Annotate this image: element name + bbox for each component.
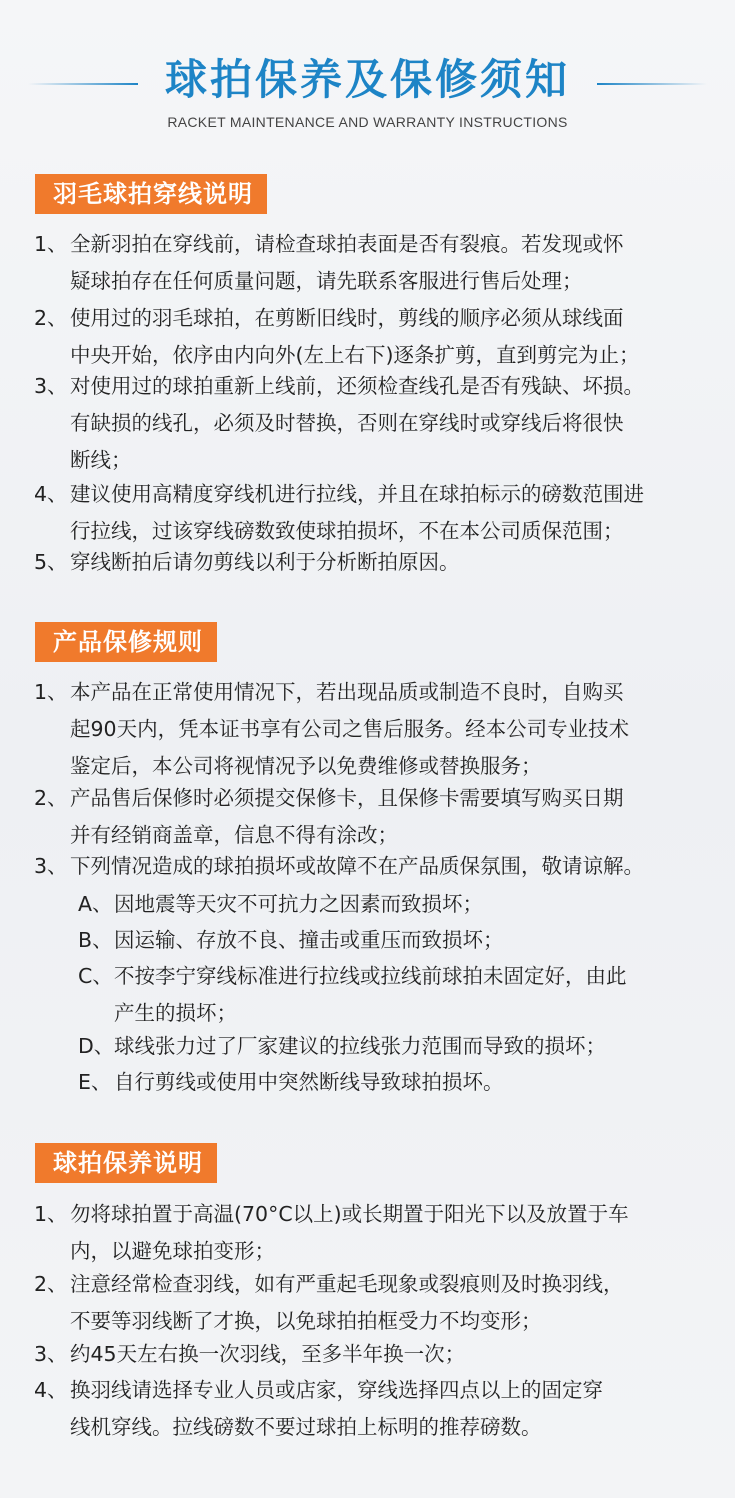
list-item: 4、 换羽线请选择专业人员或店家，穿线选择四点以上的固定穿 线机穿线。拉线磅数不要过球拍上标明的推荐磅数。: [34, 1378, 603, 1439]
page-header: [0, 0, 735, 140]
sub-list-item: A、因地震等天灾不可抗力之因素而致损坏；: [78, 892, 483, 916]
list-item: 3、 对使用过的球拍重新上线前，还须检查线孔是否有残缺、坏损。 有缺损的线孔，必须及时替换，否则在穿线时或穿线后将很快 断线；: [34, 374, 644, 472]
sub-list-item: D、球线张力过了厂家建议的拉线张力范围而导致的损坏；: [78, 1034, 606, 1058]
list-item: 3、 下列情况造成的球拍损坏或故障不在产品质保氛围，敬请谅解。: [34, 854, 644, 878]
title-rule-right: [597, 83, 707, 85]
list-item: 3、 约45天左右换一次羽线，至多半年换一次；: [34, 1342, 466, 1366]
list-item: 1、 全新羽拍在穿线前，请检查球拍表面是否有裂痕。若发现或怀 疑球拍存在任何质量问题，请先联系客服进行售后处理；: [34, 232, 624, 293]
section-title-badge: 产品保修规则: [35, 622, 217, 662]
list-item: 5、 穿线断拍后请勿剪线以利于分析断拍原因。: [34, 550, 460, 574]
list-item: 2、 注意经常检查羽线，如有严重起毛现象或裂痕则及时换羽线， 不要等羽线断了才换，以免球拍拍框受力不均变形；: [34, 1272, 624, 1333]
sub-list-item: E、 自行剪线或使用中突然断线导致球拍损坏。: [78, 1070, 504, 1094]
section-title-badge: 羽毛球拍穿线说明: [35, 174, 267, 214]
list-item: 1、 本产品在正常使用情况下，若出现品质或制造不良时，自购买 起90天内，凭本证书享有公司之售后服务。经本公司专业技术 鉴定后，本公司将视情况予以免费维修或替换服务；: [34, 680, 630, 778]
sub-list-item: B、因运输、存放不良、撞击或重压而致损坏；: [78, 928, 504, 952]
list-item: 4、 建议使用高精度穿线机进行拉线，并且在球拍标示的磅数范围进 行拉线，过该穿线磅数致使球拍损坏，不在本公司质保范围；: [34, 482, 644, 543]
page-subtitle: RACKET MAINTENANCE AND WARRANTY INSTRUCTIONS: [167, 114, 568, 130]
section-title-badge: 球拍保养说明: [35, 1143, 217, 1183]
sub-list-item: C、不按李宁穿线标准进行拉线或拉线前球拍未固定好，由此 产生的损坏；: [78, 964, 627, 1025]
page-title: 球拍保养及保修须知: [164, 55, 570, 104]
list-item: 2、 产品售后保修时必须提交保修卡，且保修卡需要填写购买日期 并有经销商盖章，信息不得有涂改；: [34, 786, 624, 847]
list-item: 1、 勿将球拍置于高温(70°C以上)或长期置于阳光下以及放置于车 内，以避免球拍变形；: [34, 1202, 629, 1263]
list-item: 2、 使用过的羽毛球拍，在剪断旧线时，剪线的顺序必须从球线面 中央开始，依序由内向外(左上右下)逐条扩剪，直到剪完为止；: [34, 306, 640, 367]
